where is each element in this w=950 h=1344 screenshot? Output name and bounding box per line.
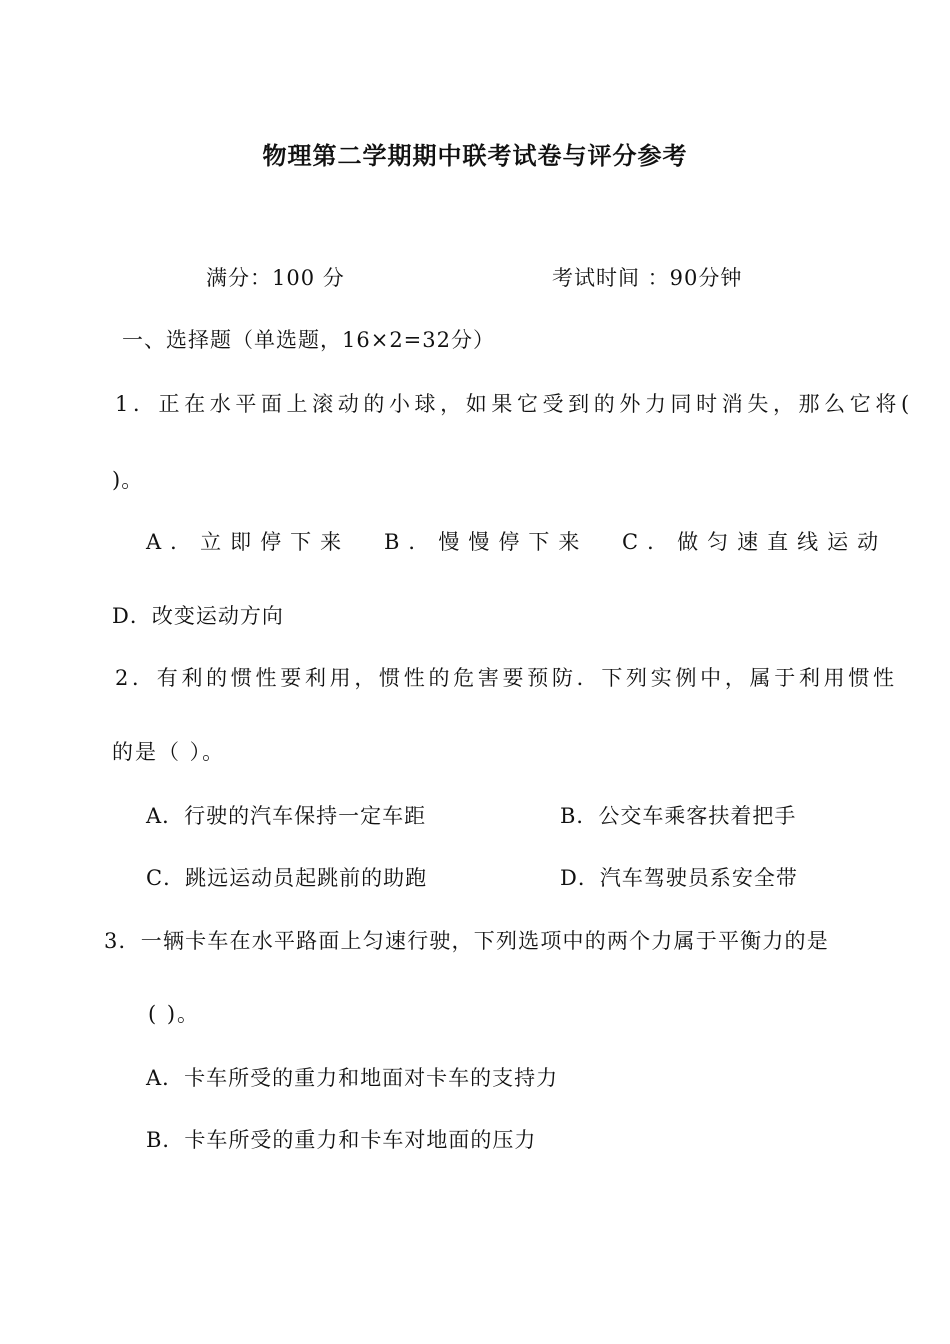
section-heading: 一、选择题（单选题，16×2=32分）: [122, 328, 495, 352]
question-3-option-b: B．卡车所受的重力和卡车对地面的压力: [146, 1128, 537, 1152]
question-1-stem-end: )。: [112, 468, 144, 492]
document-title: 物理第二学期期中联考试卷与评分参考: [262, 142, 688, 170]
question-1-stem: 1．正在水平面上滚动的小球，如果它受到的外力同时消失，那么它将(: [115, 392, 914, 416]
question-2-option-d: D．汽车驾驶员系安全带: [560, 866, 798, 890]
question-3-option-a: A．卡车所受的重力和地面对卡车的支持力: [146, 1066, 559, 1090]
question-2-option-c: C．跳远运动员起跳前的助跑: [146, 866, 428, 890]
question-2-stem: 2．有利的惯性要利用，惯性的危害要预防．下列实例中，属于利用惯性: [115, 666, 898, 690]
question-2-stem-end: 的是（ ）。: [112, 740, 226, 764]
question-1-option-c: C．做匀速直线运动: [622, 530, 888, 554]
question-3-stem: 3．一辆卡车在水平路面上匀速行驶，下列选项中的两个力属于平衡力的是: [104, 929, 829, 953]
question-2-option-a: A．行驶的汽车保持一定车距: [146, 804, 427, 828]
question-1-option-a: A．立即停下来: [146, 530, 351, 554]
question-1-option-b: B．慢慢停下来: [384, 530, 589, 554]
question-1-option-d: D．改变运动方向: [112, 604, 284, 628]
full-score: 满分：100 分: [206, 266, 345, 290]
question-2-option-b: B．公交车乘客扶着把手: [560, 804, 797, 828]
exam-time: 考试时间 ：90分钟: [552, 266, 743, 290]
question-3-stem-end: ( )。: [148, 1002, 201, 1026]
